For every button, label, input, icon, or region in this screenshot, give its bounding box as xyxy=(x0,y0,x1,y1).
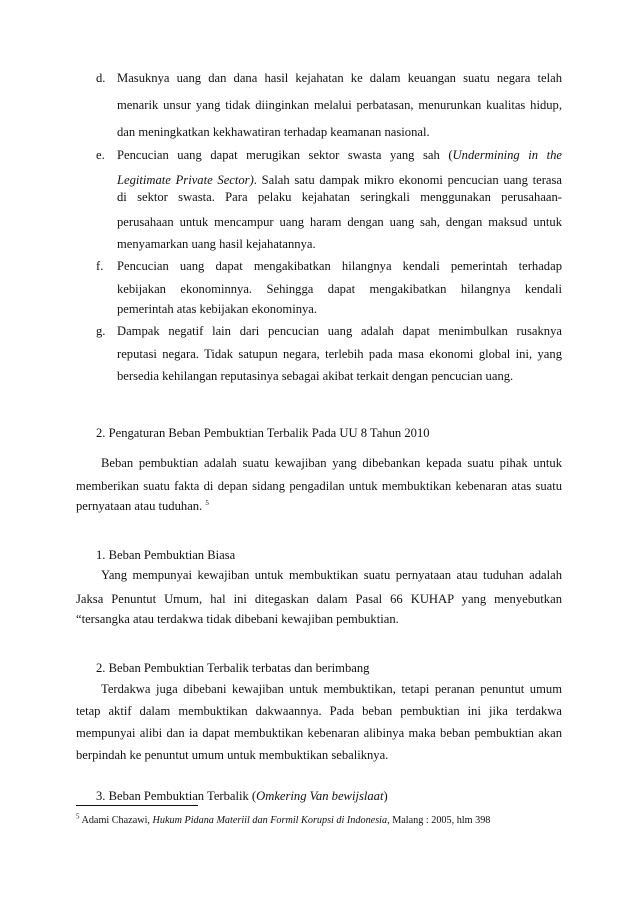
item-e-line-4: perusahaan untuk mencampur uang haram dengan uang sah, dengan maksud untuk xyxy=(117,215,562,229)
list-marker-f: f. xyxy=(96,259,104,273)
sub-2-heading: 2. Beban Pembuktian Terbalik terbatas dan berimbang xyxy=(96,661,370,675)
footnote-5: $^5$ Adami Chazawi, Hukum Pidana Materiil dan Formil Korupsi di Indonesia, Malang : 2005, hlm 398 xyxy=(76,812,491,826)
sub-2-para-line-3: mempunyai alibi dan ia dapat membuktikan kebenaran alibinya maka beban pembuktian akan xyxy=(76,726,562,740)
section-2-heading: 2. Pengaturan Beban Pembuktian Terbalik Pada UU 8 Tahun 2010 xyxy=(96,426,430,440)
item-e-line-2: Legitimate Private Sector). Salah satu dampak mikro ekonomi pencucian uang terasa xyxy=(117,173,562,187)
sub-1-para-line-1: Yang mempunyai kewajiban untuk membuktikan suatu pernyataan atau tuduhan adalah xyxy=(101,568,562,582)
section-2-para-line-3: pernyataan atau tuduhan. $^5$ xyxy=(76,498,209,513)
sub-2-para-line-1: Terdakwa juga dibebani kewajiban untuk membuktikan, tetapi peranan penuntut umum xyxy=(101,682,562,696)
item-f-line-2: kebijakan ekonominnya. Sehingga dapat mengakibatkan hilangnya kendali xyxy=(117,282,562,296)
item-d-line-3: dan meningkatkan kekhawatiran terhadap keamanan nasional. xyxy=(117,125,430,139)
item-f-line-1: Pencucian uang dapat mengakibatkan hilangnya kendali pemerintah terhadap xyxy=(117,259,562,273)
sub-1-para-line-3: “tersangka atau terdakwa tidak dibebani kewajiban pembuktian. xyxy=(76,612,399,626)
footnote-separator xyxy=(76,805,198,806)
item-g-line-1: Dampak negatif lain dari pencucian uang adalah dapat menimbulkan rusaknya xyxy=(117,324,562,338)
list-marker-e: e. xyxy=(96,148,105,162)
section-2-para-line-1: Beban pembuktian adalah suatu kewajiban yang dibebankan kepada suatu pihak untuk xyxy=(101,456,562,470)
list-marker-d: d. xyxy=(96,71,106,85)
sub-2-para-line-2: tetap aktif dalam membuktikan dakwaannya. Pada beban pembuktian ini jika terdakwa xyxy=(76,704,562,718)
item-e-line-3: di sektor swasta. Para pelaku kejahatan seringkali menggunakan perusahaan- xyxy=(117,190,562,204)
sub-1-para-line-2: Jaksa Penuntut Umum, hal ini ditegaskan dalam Pasal 66 KUHAP yang menyebutkan xyxy=(76,592,562,606)
item-g-line-2: reputasi negara. Tidak satupun negara, terlebih pada masa ekonomi global ini, yang xyxy=(117,347,562,361)
sub-1-heading: 1. Beban Pembuktian Biasa xyxy=(96,548,236,562)
list-marker-g: g. xyxy=(96,324,106,338)
footnote-ref-5: 5 xyxy=(205,498,209,507)
item-f-line-3: pemerintah atas kebijakan ekonominya. xyxy=(117,302,318,316)
sub-3-heading: 3. Beban Pembuktian Terbalik (Omkering Van bewijslaat) xyxy=(96,789,388,803)
section-2-para-line-2: memberikan suatu fakta di depan sidang pengadilan untuk membuktikan kebenaran atas suatu xyxy=(76,479,562,493)
sub-2-para-line-4: berpindah ke penuntut umum untuk membuktikan sebaliknya. xyxy=(76,748,389,762)
item-d-line-2: menarik unsur yang tidak diinginkan melalui perbatasan, menurunkan kualitas hidup, xyxy=(117,98,562,112)
item-e-line-5: menyamarkan uang hasil kejahatannya. xyxy=(117,237,316,251)
item-e-line-1: Pencucian uang dapat merugikan sektor swasta yang sah (Undermining in the xyxy=(117,148,562,162)
item-g-line-3: bersedia kehilangan reputasinya sebagai akibat terkait dengan pencucian uang. xyxy=(117,369,514,383)
item-d-line-1: Masuknya uang dan dana hasil kejahatan ke dalam keuangan suatu negara telah xyxy=(117,71,562,85)
